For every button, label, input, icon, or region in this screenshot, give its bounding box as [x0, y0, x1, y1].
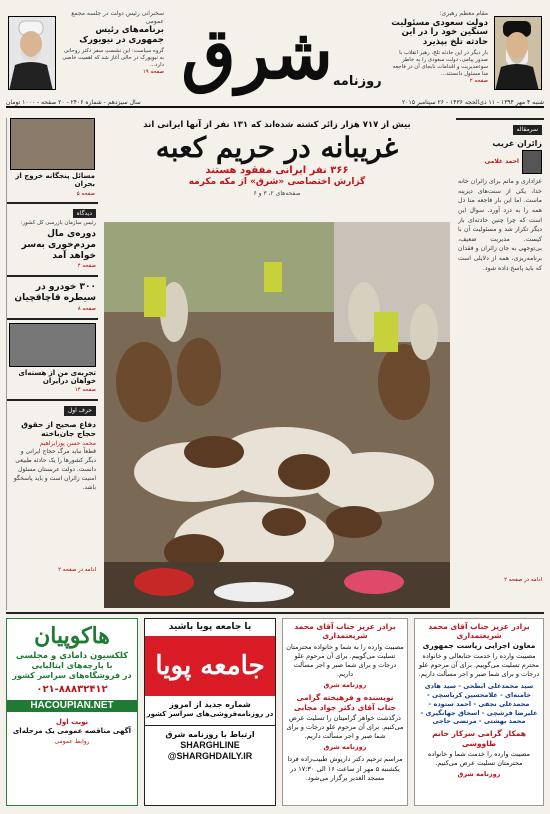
- left-column: [6, 118, 98, 610]
- hakoupian-ad[interactable]: [6, 618, 138, 806]
- editorial-body: عزاداری و ماتم برای زائران خانه خدا، یکی از سنت‌های دیرینه ماست. اما این بار فاجعه منا دل همه را به درد آورد. سوال این است که چرا چنین حادثه‌ای بار دیگر تکرار شد و مسئولیت آن با کیست. مدیریت ضعیف، بی‌توجهی به جان زائران و فقدان برنامه‌ریزی، همه از دلایلی است که باید پاسخ داده شود.: [458, 178, 542, 272]
- ad-line-3: در فروشگاه‌های سراسر کشور: [12, 671, 132, 681]
- jame-pouya-ad[interactable]: [144, 618, 276, 806]
- masthead-right-box[interactable]: [386, 10, 544, 96]
- ad-line-1: شماره جدید از امروز: [169, 700, 251, 710]
- editorial-column: [456, 118, 544, 610]
- ad-body-2: درگذشت خواهر گرامیتان را تسلیت عرض می‌کنیم. برای آن مرحوم علو درجات و برای شما صبر و اجر مسألت داریم.: [286, 714, 404, 741]
- masthead: [6, 6, 544, 108]
- item-body: قطعاً نباید مرگ حجاج ایرانی و دیگر کشورها را یک حادثه طبیعی دانست. دولت عربستان مسئول امنیت زائران است و باید پاسخگو باشد.: [13, 448, 96, 492]
- continued-ref: ادامه در صفحه ۲: [504, 577, 542, 584]
- ad-brand: جامعه پویا: [145, 636, 275, 696]
- logo-big: شرق: [181, 12, 333, 95]
- leader-photo: [494, 16, 542, 90]
- section-tag: سرمقاله: [513, 125, 542, 135]
- ad-line-2: با پارچه‌های ایتالیایی: [31, 661, 113, 671]
- logo-small: روزنامه: [332, 73, 382, 89]
- ad-web[interactable]: HACOUPIAN.NET: [7, 700, 137, 713]
- condolence-ad-right[interactable]: [414, 618, 544, 806]
- interview-photo: [10, 118, 95, 170]
- dateline: [6, 97, 544, 109]
- story-title[interactable]: برنامه‌های رئیس جمهوری در نیویورک: [79, 25, 164, 45]
- author-name: محمد حسن پورابراهیم: [39, 439, 96, 447]
- story-title[interactable]: دولت سعودی مسئولیت سنگین خود را در این حادثه تلخ بپذیرد: [391, 17, 488, 48]
- ad-body-3: مراسم ترحیم دکتر داریوش طبیب‌زاده فردا یکشنبه ۵ مهر از ساعت ۱۶ الی ۱۷:۳۰ در مسجد الغدیر برگزار می‌شود.: [287, 755, 403, 782]
- ad-heading-2: همکار گرامی سرکار خانم طاووسی: [432, 729, 526, 748]
- notice-ref: روابط عمومی: [54, 737, 90, 745]
- email-line[interactable]: @SHARGHDAILY.IR: [167, 751, 253, 762]
- page-ref: صفحه‌های ۲، ۳ و ۶: [253, 189, 301, 197]
- ads-strip: [6, 612, 544, 808]
- item-title[interactable]: تجربه‌ی من از هسته‌ای خواهان درایران: [18, 368, 96, 385]
- ad-subheading: معاون اجرایی ریاست جمهوری: [422, 640, 536, 650]
- headline-sub: ۳۶۶ نفر ایرانی مفقود هستند: [205, 165, 349, 177]
- page-ref: صفحه ۵: [76, 190, 95, 197]
- item-title[interactable]: دوره‌ی مال مردم‌خوری به‌سر خواهد آمد: [21, 229, 96, 261]
- ad-body: مصیبت وارده را به شما و خانواده محترمتان تسلیت می‌گوییم. برای آن مرحوم علو درجات و برای شما صبر و اجر مسألت داریم.: [286, 642, 404, 679]
- main-photo[interactable]: [104, 222, 450, 608]
- page-ref: صفحه ۱۴: [74, 387, 96, 394]
- section-tag: دیدگاه: [73, 209, 96, 219]
- issue-text: سال سیزدهم - شماره ۲۴۰۶ - ۲۰ صفحه - ۱۰۰۰ تومان: [6, 99, 141, 107]
- ad-top: با جامعه پویا باشید: [168, 622, 252, 632]
- ad-line-2: در روزنامه‌فروشی‌های سراسر کشور: [146, 710, 274, 719]
- main-story: [104, 118, 450, 610]
- page-ref: صفحه ۲: [469, 77, 488, 84]
- section-tag: حرف اول: [64, 406, 96, 416]
- main-headline[interactable]: غریبانه در حریم کعبه: [155, 130, 399, 164]
- ad-heading: برادر عزیز جناب آقای محمد شریعتمداری: [428, 622, 530, 641]
- ad-body: مصیبت وارده را خدمت جنابعالی و خانواده محترم تسلیت می‌گوییم. برای آن مرحوم علو درجات و برای شما صبر و اجر مسألت داریم.: [418, 652, 540, 679]
- author-name: احمد غلامی: [484, 158, 519, 166]
- page-ref: صفحه ۸: [77, 305, 96, 312]
- ad-heading-2: نویسنده و فرهیخته گرامی جناب آقای دکتر جواد مجابی: [293, 693, 397, 712]
- ad-sign: روزنامه شرق: [457, 770, 501, 779]
- page-ref: صفحه ۱۹: [142, 68, 164, 75]
- editorial-title[interactable]: زائران غریب: [492, 138, 542, 148]
- newspaper-logo[interactable]: [171, 10, 396, 98]
- headline-kicker: بیش از ۷۱۷ هزار زائر کشته شده‌اند که ۱۳۱ نفر از آنها ایرانی اند: [143, 120, 411, 130]
- ad-sign-2: روزنامه شرق: [323, 743, 367, 752]
- item-title[interactable]: ۳۰۰ خودرو در سیطره قاچاقچیان: [14, 282, 96, 303]
- ad-heading: برادر عزیز جناب آقای محمد شریعتمداری: [294, 622, 396, 641]
- item-title[interactable]: دفاع صحیح از حقوق حجاج جان‌باخته: [21, 419, 96, 438]
- item-body: رئیس سازمان بازرسی کل کشور:: [20, 220, 96, 227]
- contact-heading: ارتباط با روزنامه شرق: [165, 730, 255, 739]
- ad-body-2: مصیبت وارده را خدمت شما و خانواده محترمتان تسلیت عرض می‌کنیم.: [427, 749, 531, 768]
- ad-brand: هاکوپیان: [34, 623, 110, 649]
- notice-title: نوبت اول: [55, 718, 89, 727]
- page-ref: صفحه ۴: [77, 263, 96, 270]
- continued-ref: ادامه در صفحه ۲: [58, 567, 96, 574]
- ad-line-1: کلکسیون دامادی و مجلسی: [15, 650, 129, 661]
- president-photo: [8, 16, 56, 90]
- story-body: بار دیگر در این حادثه تلخ، رهبر انقلاب با صدور پیامی، دولت سعودی را به خاطر سوءمدیریت و اقدامات نابجای آن در فاجعه منا مسئول دانستند...: [392, 49, 488, 77]
- notice-text: آگهی مناقصه عمومی یک مرحله‌ای: [12, 726, 132, 735]
- ad-phone[interactable]: ۰۲۱-۸۸۸۳۲۴۱۲: [36, 684, 108, 696]
- kicker: مقام معظم رهبری:: [439, 10, 488, 17]
- sms-line[interactable]: SHARGHLINE: [180, 740, 240, 750]
- author-photo: [522, 150, 542, 174]
- masthead-left-box[interactable]: [6, 10, 164, 96]
- date-text: شنبه ۴ مهر ۱۳۹۴ - ۱۱ ذی‌الحجه ۱۴۳۶ - ۲۶ سپتامبر ۲۰۱۵: [402, 99, 544, 107]
- signatory-list: سید محمدعلی ابطحی - سید هادی خامنه‌ای - غلامحسین کرباسچی - محمدعلی نجفی - احمد ستوده - علیرضا فرشچی - اسحاق جهانگیری - محمد بهشتی - مرتضی حاجی: [420, 682, 538, 726]
- condolence-ad-left[interactable]: [282, 618, 408, 806]
- headline-sub2: گزارش اختصاصی «شرق» از مکه مکرمه: [188, 177, 366, 188]
- item-photo: [9, 323, 96, 367]
- story-body: گروه سیاست: این نشستِ سفر دکتر روحانی به نیویورک در حالی آغاز شد که اهمیت خاصی دارد...: [62, 47, 164, 68]
- ad-sign: روزنامه شرق: [323, 681, 367, 690]
- item-title[interactable]: مسائل پنجگانه خروج از بحران: [15, 172, 95, 189]
- kicker: سخنرانی رئیس دولت در جلسه مجمع عمومی: [71, 10, 164, 25]
